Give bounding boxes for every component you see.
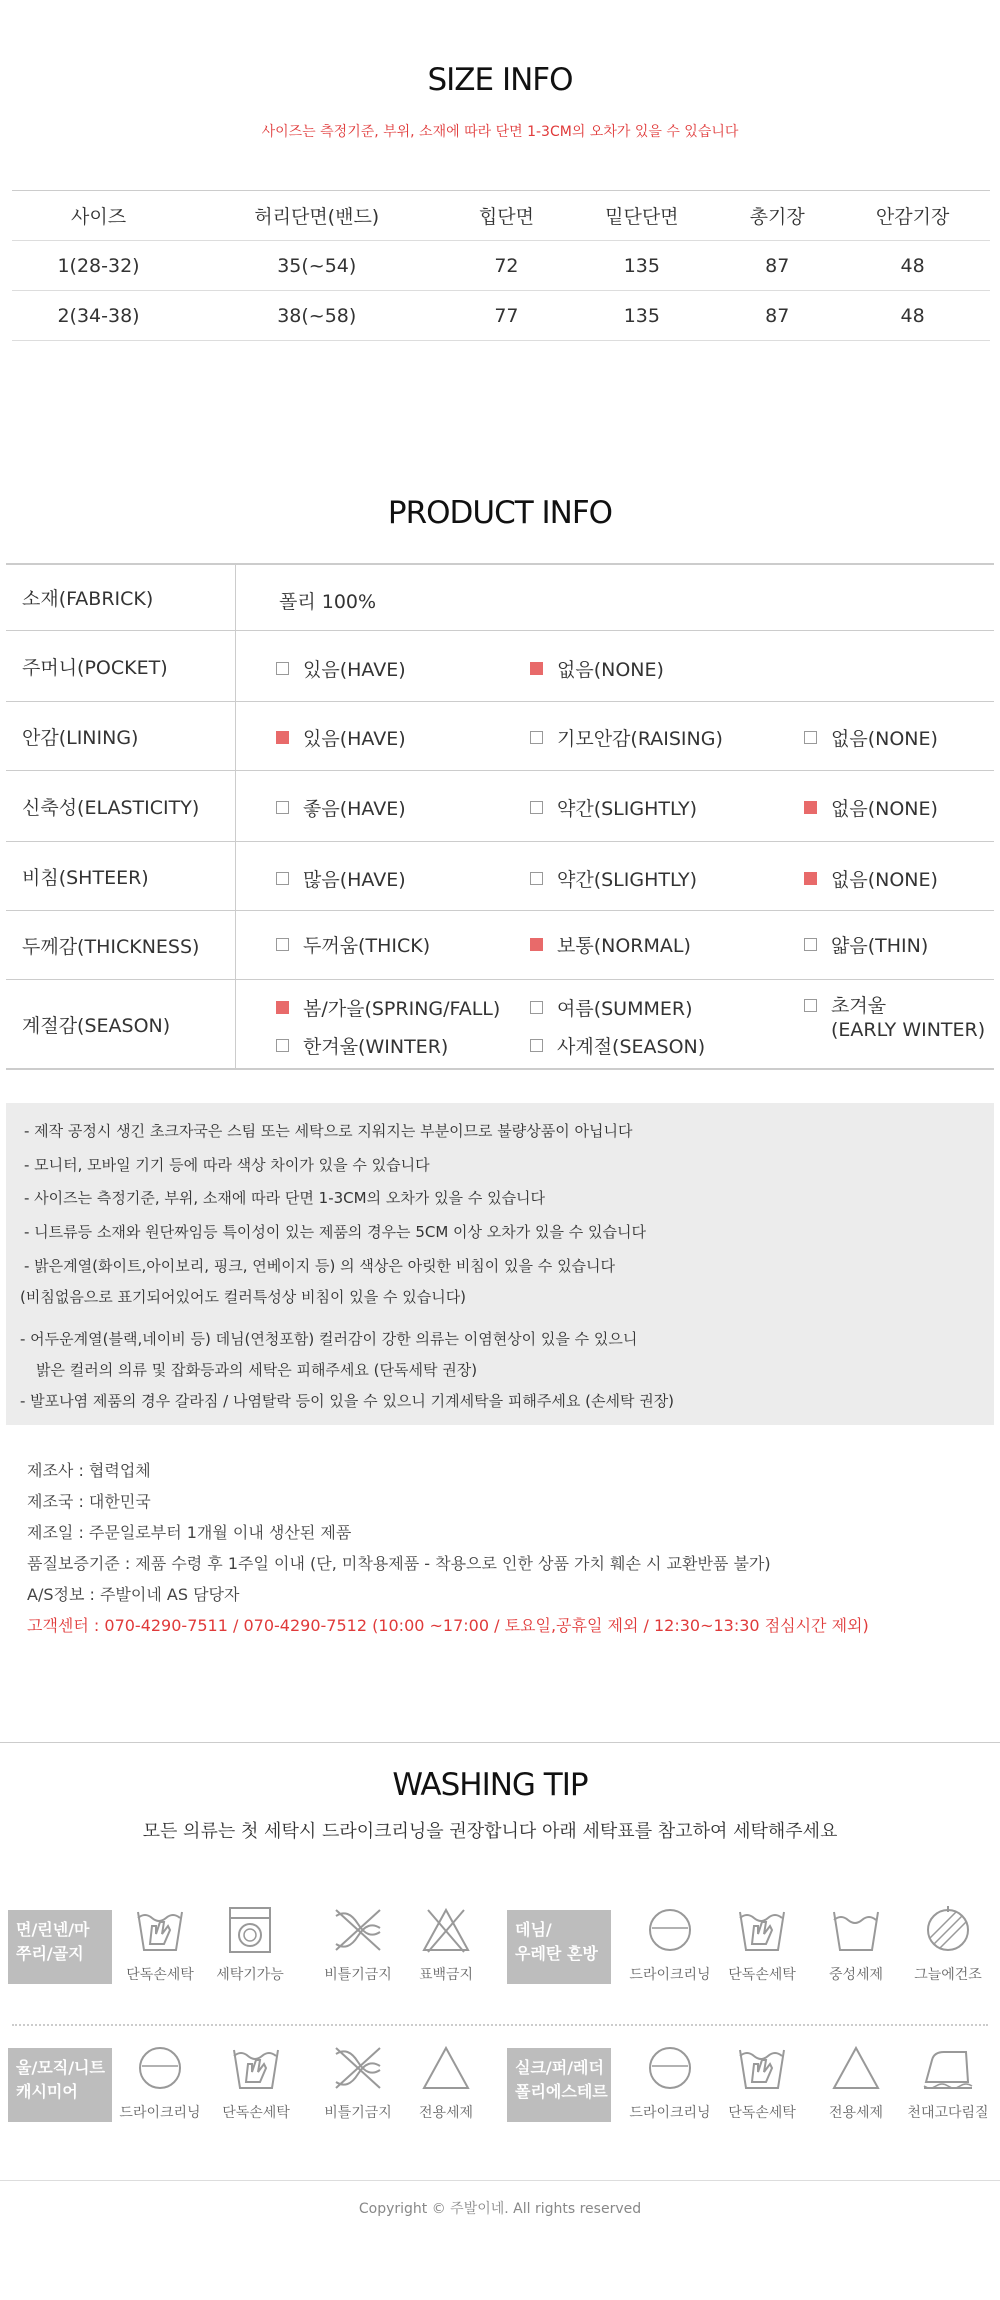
fabric-row	[6, 565, 994, 631]
checkbox[interactable]	[804, 801, 817, 814]
row-label: 안감(LINING)	[6, 702, 236, 770]
size-header-cell: 총기장	[719, 191, 835, 241]
option-item	[804, 865, 938, 892]
size-header-cell: 밑단단면	[564, 191, 719, 241]
notice-line: - 사이즈는 측정기준, 부위, 소재에 따라 단면 1-3CM의 오차가 있을 수 있습니다	[24, 1189, 546, 1207]
option-item	[276, 655, 406, 682]
wash-label: 드라이크리닝	[629, 2105, 711, 2121]
triangle-detergent-icon	[828, 2042, 884, 2094]
option-label: 없음(NONE)	[831, 869, 938, 891]
category-line: 데님/	[515, 1920, 552, 1939]
option-label: 한겨울(WINTER)	[303, 1036, 449, 1058]
wash-category	[507, 1910, 611, 1984]
checkbox[interactable]	[530, 938, 543, 951]
dry-clean-icon	[132, 2042, 188, 2094]
divider	[0, 1742, 1000, 1743]
wash-label: 천대고다림질	[907, 2105, 989, 2121]
option-label: 두꺼움(THICK)	[303, 935, 431, 957]
wash-item	[712, 1904, 812, 1984]
row-label: 비침(SHTEER)	[6, 842, 236, 910]
checkbox[interactable]	[530, 662, 543, 675]
wash-item	[712, 2042, 812, 2122]
checkbox[interactable]	[530, 872, 543, 885]
option-item	[276, 931, 430, 958]
checkbox[interactable]	[276, 662, 289, 675]
option-label: 보통(NORMAL)	[557, 935, 691, 957]
checkbox[interactable]	[804, 872, 817, 885]
option-item	[276, 865, 406, 892]
wash-item	[110, 1904, 210, 1984]
wash-label: 전용세제	[828, 2105, 884, 2121]
category-line: 우레탄 혼방	[515, 1944, 598, 1963]
option-item	[530, 724, 723, 751]
table-row	[12, 241, 990, 291]
wash-label: 단독손세탁	[728, 1967, 796, 1983]
lining-row	[6, 702, 994, 771]
option-label: 봄/가을(SPRING/FALL)	[303, 998, 501, 1020]
size-cell: 87	[719, 291, 835, 341]
notice-line: - 니트류등 소재와 원단짜임등 특이성이 있는 제품의 경우는 5CM 이상 오차가 있을 수 있습니다	[24, 1223, 646, 1241]
checkbox[interactable]	[276, 801, 289, 814]
divider	[0, 2180, 1000, 2181]
option-label	[831, 994, 985, 1042]
wash-label: 드라이크리닝	[629, 1967, 711, 1983]
wash-label: 전용세제	[418, 2105, 474, 2121]
option-item	[276, 1032, 448, 1059]
option-label: 얇음(THIN)	[831, 935, 929, 957]
wash-category	[8, 1910, 112, 1984]
checkbox[interactable]	[804, 999, 817, 1012]
maker-line: 제조일 : 주문일로부터 1개월 이내 생산된 제품	[27, 1523, 352, 1542]
size-table-header	[12, 191, 990, 241]
size-info-title: SIZE INFO	[427, 62, 573, 98]
shade-dry-icon	[920, 1904, 976, 1956]
fabric-value: 폴리 100%	[279, 591, 377, 613]
category-line: 폴리에스테르	[515, 2082, 608, 2101]
maker-line: 품질보증기준 : 제품 수령 후 1주일 이내 (단, 미착용제품 - 착용으로 인한 상품 가치 훼손 시 교환반품 불가)	[27, 1554, 771, 1573]
size-header-cell: 허리단면(밴드)	[185, 191, 448, 241]
wash-item	[396, 2042, 496, 2122]
size-table	[12, 190, 990, 341]
wash-label: 비틀기금지	[324, 2105, 392, 2121]
table-row	[12, 291, 990, 341]
size-cell: 72	[448, 241, 564, 291]
no-iron-icon	[330, 1904, 386, 1956]
row-label: 주머니(POCKET)	[6, 631, 236, 701]
handwash-icon	[132, 1904, 188, 1956]
wash-category	[507, 2048, 611, 2122]
option-item	[276, 724, 406, 751]
notice-line: (비침없음으로 표기되어있어도 컬러특성상 비침이 있을 수 있습니다)	[20, 1288, 467, 1306]
dry-clean-icon	[642, 1904, 698, 1956]
dry-clean-icon	[642, 2042, 698, 2094]
notice-box	[6, 1103, 994, 1425]
size-cell: 87	[719, 241, 835, 291]
wash-item	[620, 1904, 720, 1984]
wash-item	[308, 1904, 408, 1984]
option-item	[804, 794, 938, 821]
handwash-icon	[228, 2042, 284, 2094]
option-label-line: (EARLY WINTER)	[831, 1019, 986, 1041]
option-item	[276, 794, 406, 821]
wash-item	[806, 1904, 906, 1984]
option-label-line: 초겨울	[831, 995, 887, 1017]
wash-item	[308, 2042, 408, 2122]
checkbox[interactable]	[530, 1039, 543, 1052]
wash-item	[898, 1904, 998, 1984]
size-note: 사이즈는 측정기준, 부위, 소재에 따라 단면 1-3CM의 오차가 있을 수 있습니다	[261, 124, 739, 140]
option-label: 약간(SLIGHTLY)	[557, 869, 698, 891]
option-label: 여름(SUMMER)	[557, 998, 693, 1020]
size-header-cell: 사이즈	[12, 191, 185, 241]
washing-tip-title: WASHING TIP	[392, 1767, 588, 1803]
divider	[12, 2024, 988, 2026]
wash-label: 중성세제	[828, 1967, 884, 1983]
notice-line: - 발포나염 제품의 경우 갈라짐 / 나염탈락 등이 있을 수 있으니 기계세탁을 피해주세요 (손세탁 권장)	[20, 1392, 675, 1410]
wash-item	[200, 1904, 300, 1984]
size-cell: 135	[564, 241, 719, 291]
elasticity-row	[6, 771, 994, 842]
wash-item	[898, 2042, 998, 2122]
wash-item	[620, 2042, 720, 2122]
size-cell: 2(34-38)	[12, 291, 185, 341]
product-info-table	[6, 563, 994, 1070]
season-row	[6, 980, 994, 1070]
wash-label: 드라이크리닝	[119, 2105, 201, 2121]
row-label: 계절감(SEASON)	[6, 980, 236, 1068]
category-line: 캐시미어	[16, 2082, 78, 2101]
option-item	[530, 1032, 705, 1059]
wash-label: 단독손세탁	[126, 1967, 194, 1983]
wash-label: 비틀기금지	[324, 1967, 392, 1983]
checkbox[interactable]	[276, 1039, 289, 1052]
size-cell: 77	[448, 291, 564, 341]
option-label: 없음(NONE)	[557, 659, 664, 681]
size-cell: 135	[564, 291, 719, 341]
neutral-detergent-icon	[828, 1904, 884, 1956]
pocket-row	[6, 631, 994, 702]
category-line: 쭈리/골지	[16, 1944, 84, 1963]
checkbox[interactable]	[276, 938, 289, 951]
option-label: 좋음(HAVE)	[303, 798, 406, 820]
notice-line: 밝은 컬러의 의류 및 잡화등과의 세탁은 피해주세요 (단독세탁 권장)	[36, 1361, 478, 1379]
option-item	[804, 994, 985, 1042]
option-item	[530, 865, 697, 892]
checkbox[interactable]	[276, 872, 289, 885]
option-label: 없음(NONE)	[831, 798, 938, 820]
checkbox[interactable]	[804, 731, 817, 744]
option-label: 기모안감(RAISING)	[557, 728, 723, 750]
option-item	[276, 994, 500, 1021]
option-item	[530, 994, 693, 1021]
row-label: 신축성(ELASTICITY)	[6, 771, 236, 841]
checkbox[interactable]	[276, 1001, 289, 1014]
wash-item	[110, 2042, 210, 2122]
wash-item	[396, 1904, 496, 1984]
category-line: 실크/퍼/레더	[515, 2058, 604, 2077]
checkbox[interactable]	[276, 731, 289, 744]
wash-label: 단독손세탁	[728, 2105, 796, 2121]
size-cell: 48	[835, 241, 990, 291]
notice-line: - 어두운계열(블랙,네이비 등) 데님(연청포함) 컬러감이 강한 의류는 이염현상이 있을 수 있으니	[20, 1330, 638, 1348]
size-cell: 48	[835, 291, 990, 341]
category-line: 면/린넨/마	[16, 1920, 90, 1939]
option-label: 있음(HAVE)	[303, 728, 406, 750]
wash-label: 그늘에건조	[914, 1967, 982, 1983]
sheer-row	[6, 842, 994, 911]
maker-line: 제조국 : 대한민국	[27, 1492, 151, 1511]
option-item	[804, 724, 938, 751]
washing-subtitle: 모든 의류는 첫 세탁시 드라이크리닝을 권장합니다 아래 세탁표를 참고하여 세탁해주세요	[142, 1821, 838, 1842]
notice-line: - 밝은계열(화이트,아이보리, 핑크, 연베이지 등) 의 색상은 아릿한 비침이 있을 수 있습니다	[24, 1257, 616, 1275]
option-item	[530, 794, 697, 821]
wash-label: 세탁기가능	[216, 1967, 284, 1983]
handwash-icon	[734, 2042, 790, 2094]
no-iron-icon	[330, 2042, 386, 2094]
option-label: 약간(SLIGHTLY)	[557, 798, 698, 820]
row-label: 두께감(THICKNESS)	[6, 911, 236, 979]
checkbox[interactable]	[530, 731, 543, 744]
wash-label: 표백금지	[418, 1967, 474, 1983]
option-label: 사계절(SEASON)	[557, 1036, 706, 1058]
washing-machine-icon	[222, 1904, 278, 1956]
product-info-title: PRODUCT INFO	[387, 495, 613, 531]
size-cell: 1(28-32)	[12, 241, 185, 291]
notice-line: - 모니터, 모바일 기기 등에 따라 색상 차이가 있을 수 있습니다	[24, 1156, 430, 1174]
checkbox[interactable]	[530, 1001, 543, 1014]
size-cell: 38(~58)	[185, 291, 448, 341]
checkbox[interactable]	[530, 801, 543, 814]
option-label: 많음(HAVE)	[303, 869, 406, 891]
copyright: Copyright © 주발이네. All rights reserved	[358, 2201, 642, 2217]
size-header-cell: 힙단면	[448, 191, 564, 241]
size-header-cell: 안감기장	[835, 191, 990, 241]
category-line: 울/모직/니트	[16, 2058, 105, 2077]
option-label: 있음(HAVE)	[303, 659, 406, 681]
wash-item	[806, 2042, 906, 2122]
row-label: 소재(FABRICK)	[6, 565, 236, 630]
wash-item	[206, 2042, 306, 2122]
customer-center: 고객센터 : 070-4290-7511 / 070-4290-7512 (10:00 ~17:00 / 토요일,공휴일 제외 / 12:30~13:30 점심시간 제외)	[27, 1616, 869, 1635]
wash-label: 단독손세탁	[222, 2105, 290, 2121]
option-label: 없음(NONE)	[831, 728, 938, 750]
triangle-detergent-icon	[418, 2042, 474, 2094]
thickness-row	[6, 911, 994, 980]
option-item	[804, 931, 928, 958]
checkbox[interactable]	[804, 938, 817, 951]
size-cell: 35(~54)	[185, 241, 448, 291]
wash-category	[8, 2048, 112, 2122]
option-item	[530, 931, 691, 958]
no-bleach-icon	[418, 1904, 474, 1956]
iron-cloth-icon	[920, 2042, 976, 2094]
maker-line: A/S정보 : 주발이네 AS 담당자	[27, 1585, 240, 1604]
maker-line: 제조사 : 협력업체	[27, 1461, 151, 1480]
handwash-icon	[734, 1904, 790, 1956]
option-item	[530, 655, 664, 682]
notice-line: - 제작 공정시 생긴 초크자국은 스팀 또는 세탁으로 지워지는 부분이므로 불량상품이 아닙니다	[24, 1122, 633, 1140]
